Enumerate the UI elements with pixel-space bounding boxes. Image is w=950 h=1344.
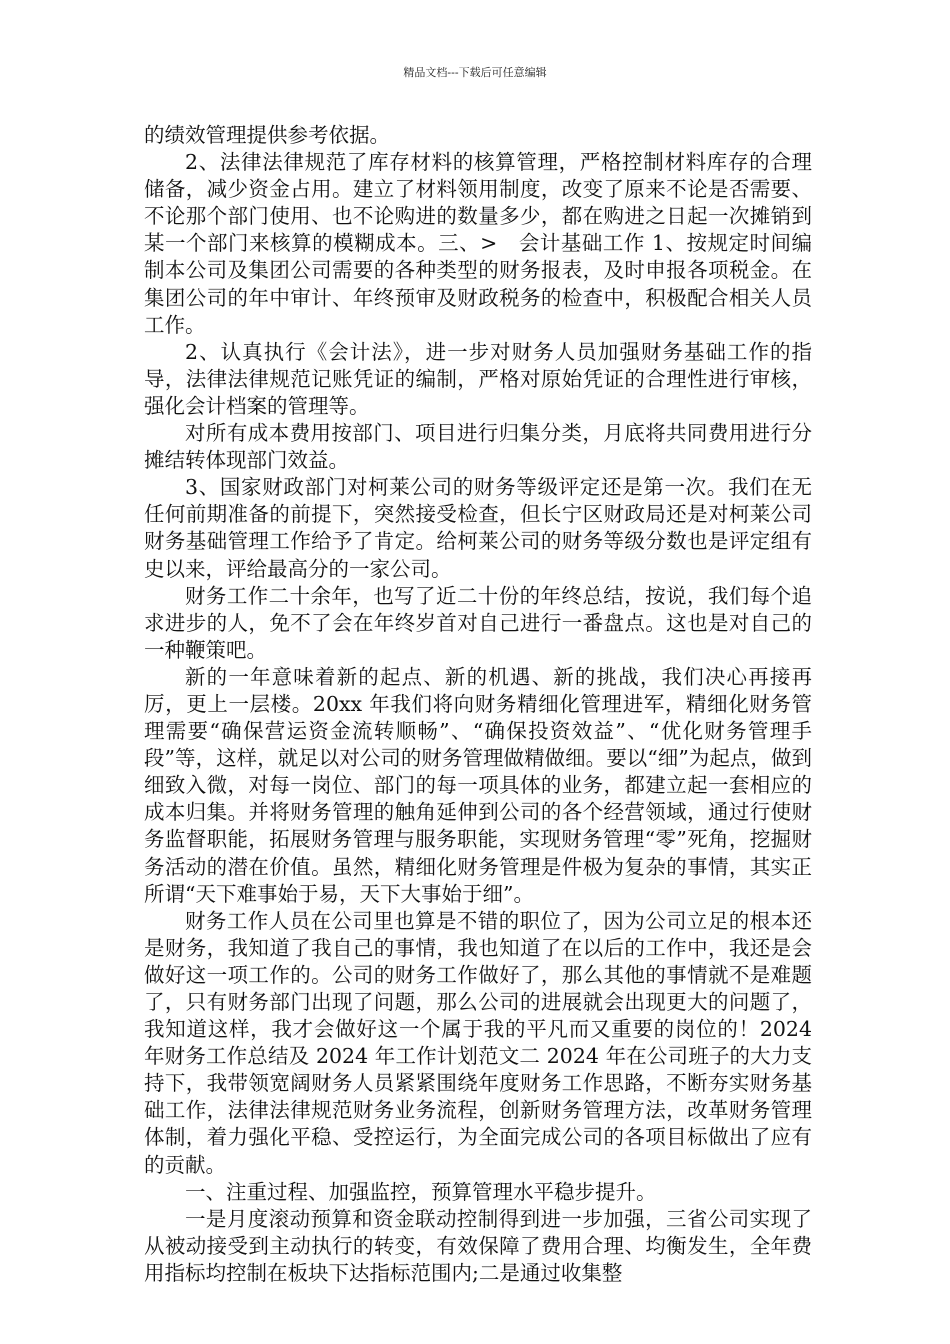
paragraph: 对所有成本费用按部门、项目进行归集分类，月底将共同费用进行分摊结转体现部门效益。 bbox=[144, 421, 812, 473]
paragraph: 2、法律法律规范了库存材料的核算管理，严格控制材料库存的合理储备，减少资金占用。建立了材料领用制度，改变了原来不论是否需要、不论那个部门使用、也不论购进的数量多少，都在购进之日起一次摊销到某一个部门来核算的模糊成本。三、> 会计基础工作 1、按规定时间编制本公司及集团公司需要的各种类型的财务报表，及时申报各项税金。在集团公司的年中审计、年终预审及财政税务的检查中，积极配合相关人员工作。 bbox=[144, 150, 812, 337]
paragraph: 一、注重过程、加强监控，预算管理水平稳步提升。 bbox=[185, 1179, 657, 1204]
paragraph: 3、国家财政部门对柯莱公司的财务等级评定还是第一次。我们在无任何前期准备的前提下，突然接受检查，但长宁区财政局还是对柯莱公司财务基础管理工作给予了肯定。给柯莱公司的财务等级分数也是评定组有史以来，评给最高分的一家公司。 bbox=[144, 475, 812, 581]
paragraph: 财务工作二十余年，也写了近二十份的年终总结，按说，我们每个追求进步的人，免不了会在年终岁首对自己进行一番盘点。这也是对自己的一种鞭策吧。 bbox=[144, 583, 812, 662]
paragraph: 的绩效管理提供参考依据。 bbox=[144, 123, 390, 147]
paragraph: 财务工作人员在公司里也算是不错的职位了，因为公司立足的根本还是财务，我知道了我自己的事情，我也知道了在以后的工作中，我还是会做好这一项工作的。公司的财务工作做好了，那么其他的事情就不是难题了，只有财务部门出现了问题，那么公司的进展就会出现更大的问题了，我知道这样，我才会做好这一个属于我的平凡而又重要的岗位的！2024 年财务工作总结及 2024 年工作计划范文二 2024 年在公司班子的大力支持下，我带领宽阔财务人员紧紧围绕年度财务工作思路，不断夯实财务基础工作，法律法律规范财务业务流程，创新财务管理方法，改革财务管理体制，着力强化平稳、受控运行，为全面完成公司的各项目标做出了应有的贡献。 bbox=[144, 908, 812, 1177]
paragraph: 一是月度滚动预算和资金联动控制得到进一步加强，三省公司实现了从被动接受到主动执行的转变，有效保障了费用合理、均衡发生，全年费用指标均控制在板块下达指标范围内;二是通过收集整 bbox=[144, 1206, 812, 1285]
paragraph: 新的一年意味着新的起点、新的机遇、新的挑战，我们决心再接再厉，更上一层楼。20xx 年我们将向财务精细化管理进军，精细化财务管理需要“确保营运资金流转顺畅”、“确保投资效益”、“优化财务管理手段”等，这样，就足以对公司的财务管理做精做细。要以“细”为起点，做到细致入微，对每一岗位、部门的每一项具体的业务，都建立起一套相应的成本归集。并将财务管理的触角延伸到公司的各个经营领域，通过行使财务监督职能，拓展财务管理与服务职能，实现财务管理“零”死角，挖掘财务活动的潜在价值。虽然，精细化财务管理是件极为复杂的事情，其实正所谓“天下难事始于易，天下大事始于细”。 bbox=[144, 664, 812, 906]
document-body bbox=[144, 122, 812, 1287]
page-header: 精品文档---下载后可任意编辑 bbox=[403, 66, 547, 79]
paragraph: 2、认真执行《会计法》，进一步对财务人员加强财务基础工作的指导，法律法律规范记账凭证的编制，严格对原始凭证的合理性进行审核，强化会计档案的管理等。 bbox=[144, 339, 812, 418]
